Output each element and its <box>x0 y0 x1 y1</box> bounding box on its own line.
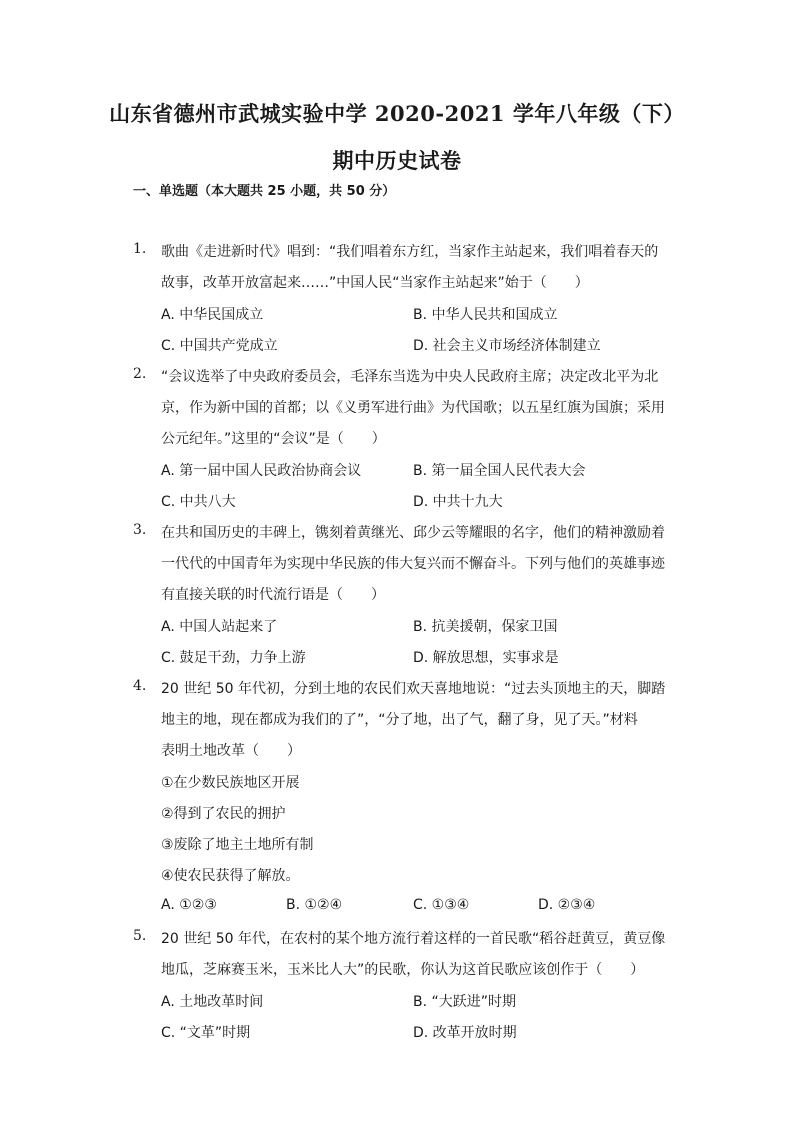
option-b[interactable]: B. “大跃进”时期 <box>413 994 517 1010</box>
option-c[interactable]: C. ①③④ <box>413 897 470 913</box>
question-text-line: 歌曲《走进新时代》唱到：“我们唱着东方红，当家作主站起来，我们唱着春天的 <box>161 244 659 260</box>
option-b[interactable]: B. 中华人民共和国成立 <box>413 307 558 323</box>
option-b[interactable]: B. ①②④ <box>286 897 343 913</box>
option-d[interactable]: D. 社会主义市场经济体制建立 <box>413 338 601 354</box>
question-number: 3. <box>133 522 147 538</box>
option-a[interactable]: A. 土地改革时间 <box>161 994 264 1010</box>
option-a[interactable]: A. 第一届中国人民政治协商会议 <box>161 463 362 479</box>
section-heading: 一、单选题（本大题共 25 小题，共 50 分） <box>133 184 396 199</box>
statement-item: ①在少数民族地区开展 <box>161 775 300 791</box>
question-text-line: 在共和国历史的丰碑上，镌刻着黄继光、邱少云等耀眼的名字，他们的精神激励着 <box>161 525 665 541</box>
question-text-line: 地主的地，现在都成为我们的了”，“分了地，出了气，翻了身，见了天。”材料 <box>161 712 638 728</box>
statement-item: ③废除了地主土地所有制 <box>161 837 314 853</box>
question-text-line: 地瓜，芝麻赛玉米，玉米比人大”的民歌，你认为这首民歌应该创作于（ ） <box>161 962 645 978</box>
option-c[interactable]: C. 中共八大 <box>161 494 236 510</box>
exam-title: 山东省德州市武城实验中学 2020-2021 学年八年级（下） <box>109 101 685 126</box>
statement-item: ②得到了农民的拥护 <box>161 806 286 822</box>
question-text-line: 20 世纪 50 年代，在农村的某个地方流行着这样的一首民歌“稻谷赶黄豆，黄豆像 <box>161 931 666 947</box>
question-text-line: “会议选举了中央政府委员会，毛泽东当选为中央人民政府主席；决定改北平为北 <box>161 369 659 385</box>
exam-subtitle: 期中历史试卷 <box>332 148 462 173</box>
question-text-line: 有直接关联的时代流行语是（ ） <box>161 587 385 603</box>
question-number: 1. <box>133 241 147 257</box>
question-text-line: 故事，改革开放富起来……”中国人民“当家作主站起来”始于（ ） <box>161 275 589 291</box>
statement-item: ④使农民获得了解放。 <box>161 868 300 884</box>
question-text-line: 一代代的中国青年为实现中华民族的伟大复兴而不懈奋斗。下列与他们的英雄事迹 <box>161 556 665 572</box>
question-text-line: 20 世纪 50 年代初，分到土地的农民们欢天喜地地说：“过去头顶地主的天，脚踏 <box>161 681 666 697</box>
option-b[interactable]: B. 第一届全国人民代表大会 <box>413 463 586 479</box>
option-d[interactable]: D. 解放思想，实事求是 <box>413 650 559 666</box>
option-d[interactable]: D. 中共十九大 <box>413 494 503 510</box>
question-number: 5. <box>133 928 147 944</box>
question-text-line: 表明土地改革（ ） <box>161 743 301 759</box>
option-c[interactable]: C. “文革”时期 <box>161 1025 251 1041</box>
option-c[interactable]: C. 鼓足干劲，力争上游 <box>161 650 306 666</box>
option-a[interactable]: A. 中国人站起来了 <box>161 619 278 635</box>
option-a[interactable]: A. ①②③ <box>161 897 217 913</box>
question-number: 2. <box>133 366 147 382</box>
option-b[interactable]: B. 抗美援朝，保家卫国 <box>413 619 558 635</box>
option-d[interactable]: D. ②③④ <box>538 897 596 913</box>
option-a[interactable]: A. 中华民国成立 <box>161 307 264 323</box>
option-d[interactable]: D. 改革开放时期 <box>413 1025 517 1041</box>
question-text-line: 公元纪年。”这里的“会议”是（ ） <box>161 431 386 447</box>
question-text-line: 京，作为新中国的首都；以《义勇军进行曲》为代国歌；以五星红旗为国旗；采用 <box>161 400 665 416</box>
question-number: 4. <box>133 678 147 694</box>
option-c[interactable]: C. 中国共产党成立 <box>161 338 278 354</box>
